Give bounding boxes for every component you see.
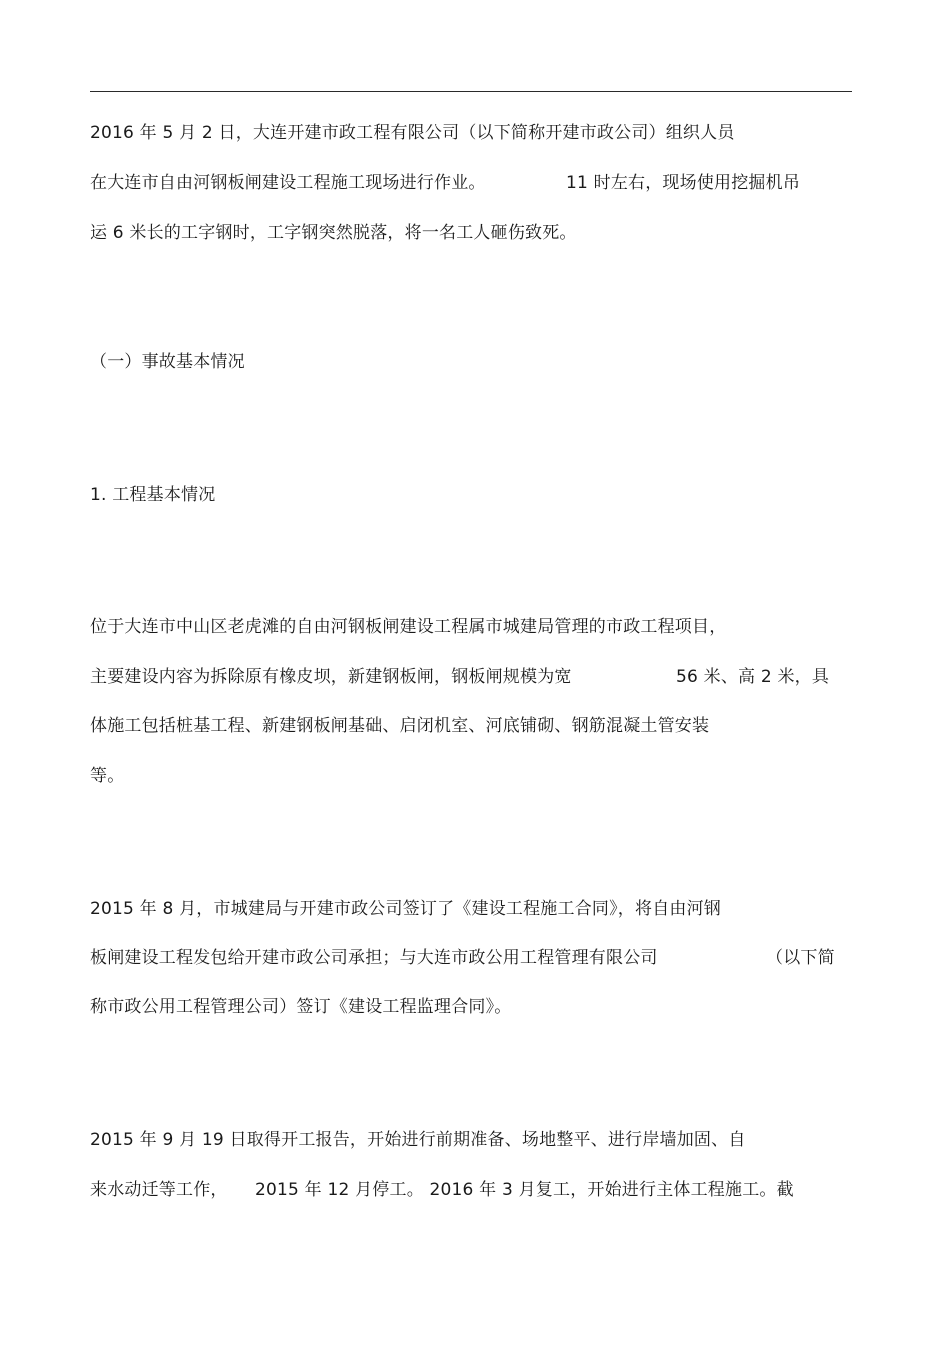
text-line: 2015 年 12 月停工。 2016 年 3 月复工，开始进行主体工程施工。截 (255, 1180, 794, 1200)
text-line: 11 时左右，现场使用挖掘机吊 (566, 173, 801, 193)
paragraph-2-line-1 (90, 615, 727, 663)
paragraph-4-line-2 (90, 1178, 794, 1250)
text-line: 2016 年 5 月 2 日，大连开建市政工程有限公司（以下简称开建市政公司）组织人员 (90, 123, 735, 143)
text-line: 2015 年 9 月 19 日取得开工报告，开始进行前期准备、场地整平、进行岸墙加固、自 (90, 1130, 746, 1150)
text-line: 位于大连市中山区老虎滩的自由河钢板闸建设工程属市城建局管理的市政工程项目， (90, 617, 727, 637)
text-line: 体施工包括桩基工程、新建钢板闸基础、启闭机室、河底铺砌、钢筋混凝土管安装 (90, 716, 710, 736)
text-line: 称市政公用工程管理公司）签订《建设工程监理合同》。 (90, 997, 512, 1017)
text-line: （以下简 (766, 948, 835, 968)
text-line: 板闸建设工程发包给开建市政公司承担；与大连市政公用工程管理有限公司 (90, 948, 658, 968)
text-line: 56 米、高 2 米，具 (676, 667, 830, 687)
text-line: 等。 (90, 766, 125, 786)
section-heading (90, 350, 245, 398)
text-line: 在大连市自由河钢板闸建设工程施工现场进行作业。 (90, 173, 486, 193)
text-line: 主要建设内容为拆除原有橡皮坝，新建钢板闸，钢板闸规模为宽 (90, 667, 572, 687)
heading-text: （一）事故基本情况 (90, 352, 245, 372)
paragraph-1-line-3 (90, 221, 577, 269)
paragraph-2-line-4 (90, 764, 125, 812)
paragraph-1-line-1 (90, 121, 735, 169)
subsection-heading (90, 483, 216, 531)
paragraph-2-line-3 (90, 714, 710, 762)
text-line: 来水动迁等工作， (90, 1180, 228, 1200)
paragraph-3-line-1 (90, 897, 721, 945)
paragraph-4-line-1 (90, 1128, 746, 1176)
paragraph-3-line-3 (90, 995, 512, 1043)
heading-text: 1. 工程基本情况 (90, 485, 216, 505)
text-line: 运 6 米长的工字钢时，工字钢突然脱落，将一名工人砸伤致死。 (90, 223, 577, 243)
header-rule (90, 91, 852, 92)
text-line: 2015 年 8 月，市城建局与开建市政公司签订了《建设工程施工合同》，将自由河钢 (90, 899, 721, 919)
